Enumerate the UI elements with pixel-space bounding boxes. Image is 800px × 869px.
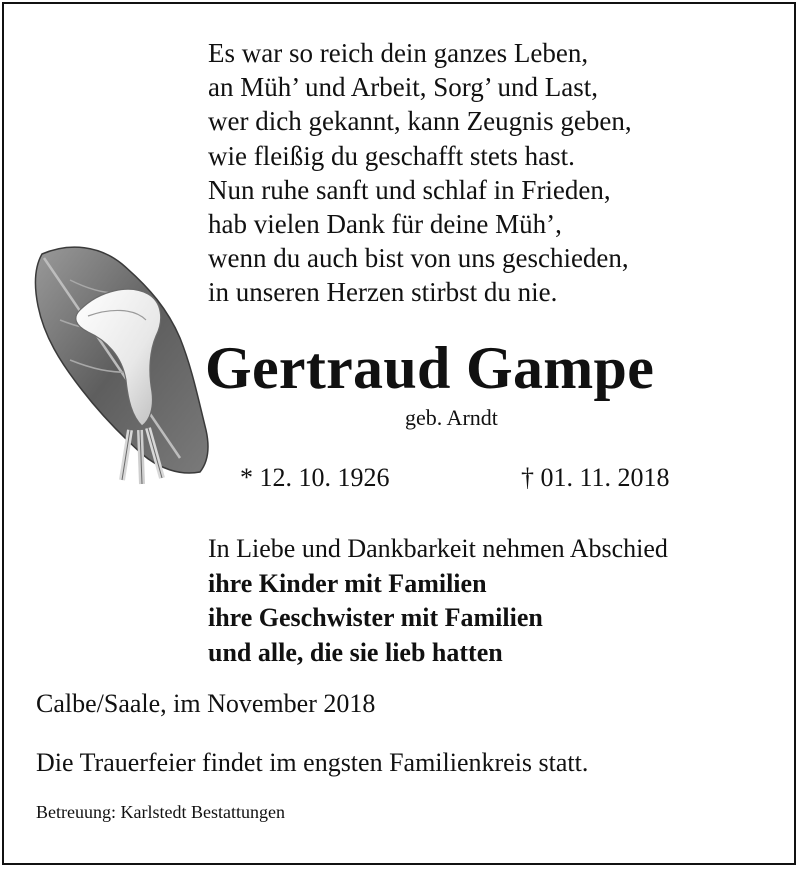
deceased-name: Gertraud Gampe [205, 335, 655, 401]
poem-line: hab vielen Dank für deine Müh’, [208, 209, 562, 240]
memorial-poem [208, 36, 632, 310]
poem-line: in unseren Herzen stirbst du nie. [208, 277, 558, 308]
maiden-name: geb. Arndt [405, 405, 498, 430]
mourners-block [208, 532, 668, 670]
calla-lily-icon [30, 240, 220, 500]
poem-line: Nun ruhe sanft und schlaf in Frieden, [208, 174, 611, 205]
place-date: Calbe/Saale, im November 2018 [36, 689, 376, 718]
birth-date: * 12. 10. 1926 [240, 463, 390, 492]
poem-line: wie fleißig du geschafft stets hast. [208, 140, 575, 171]
undertaker-credit: Betreuung: Karlstedt Bestattungen [36, 802, 285, 822]
mourner-group: ihre Geschwister mit Familien [208, 603, 543, 632]
ceremony-note: Die Trauerfeier findet im engsten Familienkreis statt. [36, 748, 589, 777]
poem-line: wer dich gekannt, kann Zeugnis geben, [208, 106, 632, 137]
poem-line: an Müh’ und Arbeit, Sorg’ und Last, [208, 72, 598, 103]
mourner-group: und alle, die sie lieb hatten [208, 637, 503, 667]
poem-line: Es war so reich dein ganzes Leben, [208, 38, 589, 68]
poem-line: wenn du auch bist von uns geschieden, [208, 243, 629, 274]
mourner-group: ihre Kinder mit Familien [208, 568, 487, 598]
death-date: † 01. 11. 2018 [521, 463, 670, 492]
mourners-intro: In Liebe und Dankbarkeit nehmen Abschied [208, 534, 668, 563]
